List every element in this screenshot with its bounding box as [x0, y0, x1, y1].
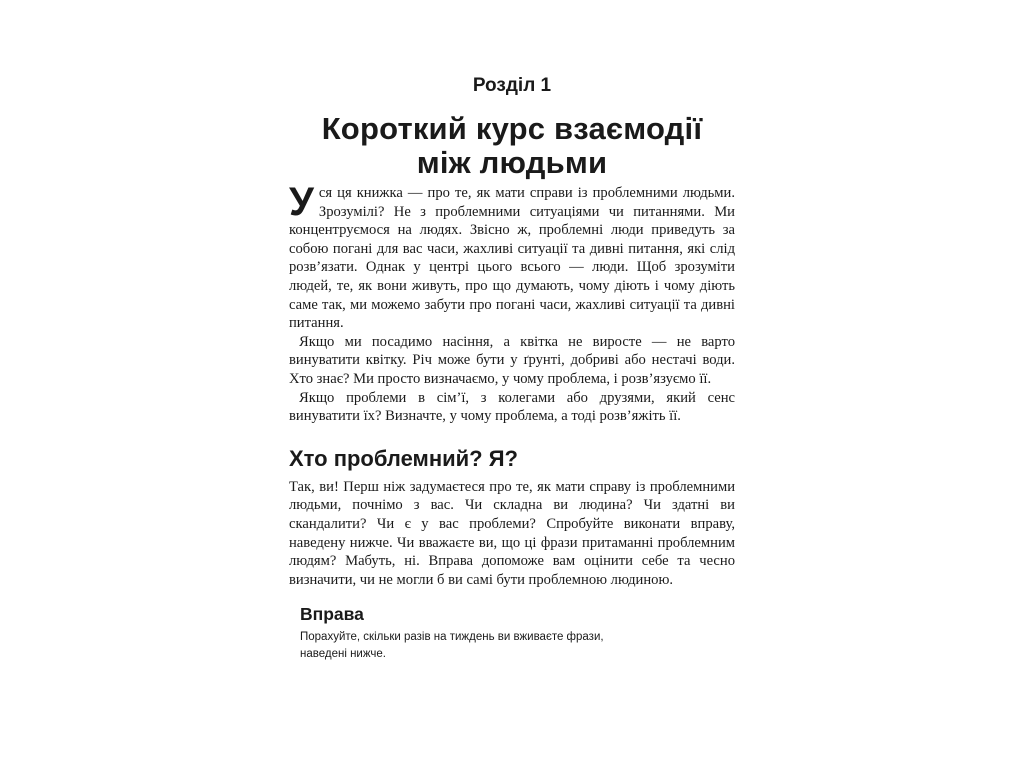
section-paragraph: Так, ви! Перш ніж задумаєтеся про те, як мати справу із проблемними людьми, почнімо з вас. Чи складна ви людина? Чи здатні ви скандалити? Чи є у вас проблеми? Спробуйте виконати вправу, наведену нижче. Чи вважаєте ви, що ці фрази притаманні проблемним людям? Мабуть, ні. Вправа допоможе вам оцінити себе та чесно визначити, чи не могли б ви самі бути проблемною людиною.	[289, 478, 735, 588]
section-heading: Хто проблемний? Я?	[289, 445, 518, 471]
chapter-title	[289, 112, 735, 180]
exercise-title: Вправа	[300, 604, 364, 625]
chapter-label: Розділ 1	[472, 75, 552, 96]
body-paragraph-3: Якщо проблеми в сім’ї, з колегами або друзями, який сенс винуватити їх? Визначте, у чому проблема, а тоді розв’яжіть її.	[289, 389, 735, 425]
intro-paragraph-text: ся ця книжка — про те, як мати справи із проблемними людьми. Зрозумілі? Не з проблемними ситуаціями чи питаннями. Ми концентруємося на людях. Звісно ж, проблемні люди приведуть за собою погані для вас часи, жахливі ситуації та дивні питання, які слід розв’язати. Однак у центрі цього всього — люди. Щоб зрозуміти людей, те, як вони живуть, про що думають, чому діють і чому діють саме так, ми можемо забути про погані часи, жахливі ситуації та дивні питання.	[289, 185, 735, 332]
book-page	[289, 74, 735, 663]
exercise-text: Порахуйте, скільки разів на тиждень ви вживаєте фрази, наведені нижче.	[300, 631, 604, 661]
chapter-title-line-2: між людьми	[416, 145, 608, 180]
drop-cap: У	[289, 180, 314, 224]
exercise-box	[300, 603, 735, 663]
chapter-title-line-1: Короткий курс взаємодії	[321, 111, 703, 146]
body-paragraph-2: Якщо ми посадимо насіння, а квітка не виросте — не варто винуватити квітку. Річ може бути у ґрунті, добриві або нестачі води. Хто знає? Ми просто визначаємо, у чому проблема, і розв’язуємо її.	[289, 333, 735, 387]
intro-paragraph	[289, 180, 735, 333]
